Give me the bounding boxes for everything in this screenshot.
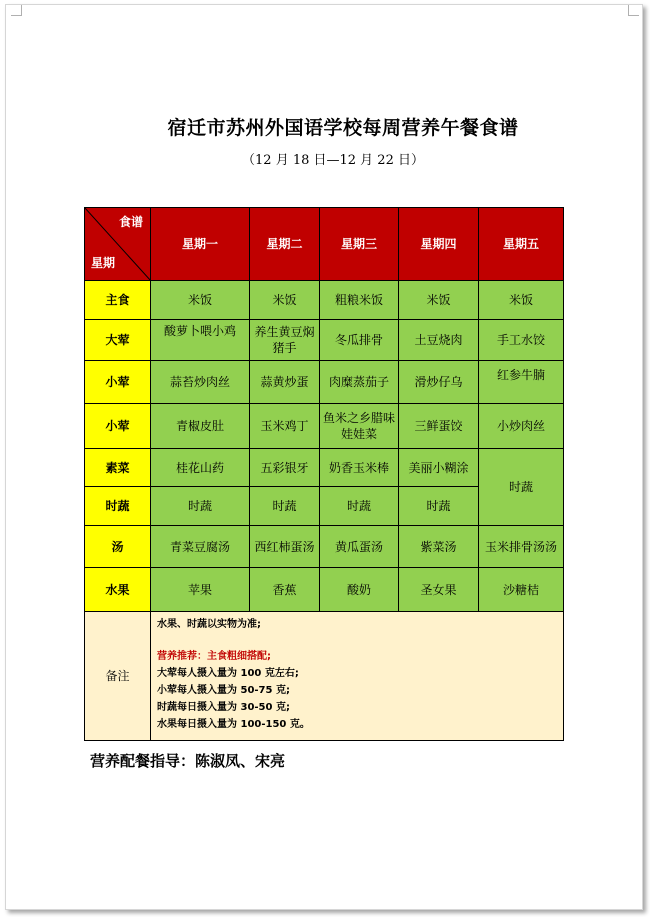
- notes-row: [85, 612, 564, 741]
- menu-cell: 圣女果: [399, 568, 479, 612]
- table-row: [85, 361, 564, 404]
- day-header-tue: 星期二: [250, 208, 320, 281]
- menu-cell: 米饭: [151, 281, 250, 320]
- menu-cell: 青椒皮肚: [151, 404, 250, 449]
- menu-cell: 苹果: [151, 568, 250, 612]
- notes-content: [151, 612, 564, 741]
- corner-label-menu: 食谱: [118, 215, 143, 229]
- menu-cell: 蒜苔炒肉丝: [151, 361, 250, 404]
- date-range: （12 月 18 日—12 月 22 日）: [242, 153, 424, 168]
- menu-cell: 美丽小糊涂: [399, 449, 479, 487]
- row-label: 时蔬: [85, 487, 151, 526]
- menu-cell: 小炒肉丝: [479, 404, 564, 449]
- menu-cell: 蒜黄炒蛋: [250, 361, 320, 404]
- table-row: [85, 526, 564, 568]
- menu-cell: 时蔬: [151, 487, 250, 526]
- nutrition-recommendation: 营养推荐：主食粗细搭配;: [157, 651, 271, 662]
- menu-cell: 酸萝卜喂小鸡: [151, 320, 250, 361]
- header-row: [85, 208, 564, 281]
- day-header-wed: 星期三: [320, 208, 399, 281]
- menu-cell: 米饭: [479, 281, 564, 320]
- note-line: 水果每日摄入量为 100-150 克。: [157, 719, 310, 730]
- row-label: 大荤: [85, 320, 151, 361]
- row-label: 主食: [85, 281, 151, 320]
- menu-cell: 米饭: [250, 281, 320, 320]
- menu-cell: 时蔬: [250, 487, 320, 526]
- menu-cell: 香蕉: [250, 568, 320, 612]
- menu-cell: 肉糜蒸茄子: [320, 361, 399, 404]
- note-line: 大荤每人摄入量为 100 克左右;: [157, 668, 299, 679]
- menu-cell: 土豆烧肉: [399, 320, 479, 361]
- menu-cell: 鱼米之乡腊味娃娃菜: [320, 404, 399, 449]
- page-title: 宿迁市苏州外国语学校每周营养午餐食谱: [167, 117, 519, 139]
- menu-cell: 青菜豆腐汤: [151, 526, 250, 568]
- menu-cell: 米饭: [399, 281, 479, 320]
- menu-cell: 三鲜蛋饺: [399, 404, 479, 449]
- menu-cell: 黄瓜蛋汤: [320, 526, 399, 568]
- menu-cell: 沙糖桔: [479, 568, 564, 612]
- day-header-mon: 星期一: [151, 208, 250, 281]
- menu-cell: 粗粮米饭: [320, 281, 399, 320]
- menu-cell: 奶香玉米棒: [320, 449, 399, 487]
- row-label: 素菜: [85, 449, 151, 487]
- note-line: 水果、时蔬以实物为准;: [157, 619, 261, 630]
- menu-cell: 桂花山药: [151, 449, 250, 487]
- row-label: 小荤: [85, 361, 151, 404]
- menu-table: [84, 207, 564, 741]
- crop-mark-left: [11, 5, 22, 16]
- table-row: [85, 404, 564, 449]
- row-label: 小荤: [85, 404, 151, 449]
- menu-cell: 紫菜汤: [399, 526, 479, 568]
- menu-cell: 手工水饺: [479, 320, 564, 361]
- row-label: 汤: [85, 526, 151, 568]
- note-line: 小荤每人摄入量为 50-75 克;: [157, 685, 290, 696]
- day-header-thu: 星期四: [399, 208, 479, 281]
- menu-cell: 酸奶: [320, 568, 399, 612]
- menu-cell: 时蔬: [320, 487, 399, 526]
- menu-cell: 滑炒仔乌: [399, 361, 479, 404]
- menu-cell: 养生黄豆焖猪手: [250, 320, 320, 361]
- table-row: [85, 568, 564, 612]
- menu-cell: 玉米排骨汤汤: [479, 526, 564, 568]
- crop-mark-right: [628, 5, 639, 16]
- row-label: 水果: [85, 568, 151, 612]
- menu-cell: 五彩银牙: [250, 449, 320, 487]
- table-row: [85, 449, 564, 487]
- menu-cell: 冬瓜排骨: [320, 320, 399, 361]
- table-row: [85, 320, 564, 361]
- corner-header-cell: [85, 208, 151, 281]
- notes-label: 备注: [85, 612, 151, 741]
- menu-cell: 红参牛腩: [479, 361, 564, 404]
- menu-cell: 西红柿蛋汤: [250, 526, 320, 568]
- menu-cell-merged: 时蔬: [479, 449, 564, 526]
- table-row: [85, 281, 564, 320]
- menu-cell: 时蔬: [399, 487, 479, 526]
- nutrition-guide: 营养配餐指导：陈淑凤、宋亮: [90, 752, 286, 770]
- day-header-fri: 星期五: [479, 208, 564, 281]
- note-line: 时蔬每日摄入量为 30-50 克;: [157, 702, 290, 713]
- menu-cell: 玉米鸡丁: [250, 404, 320, 449]
- corner-label-weekday: 星期: [91, 256, 116, 270]
